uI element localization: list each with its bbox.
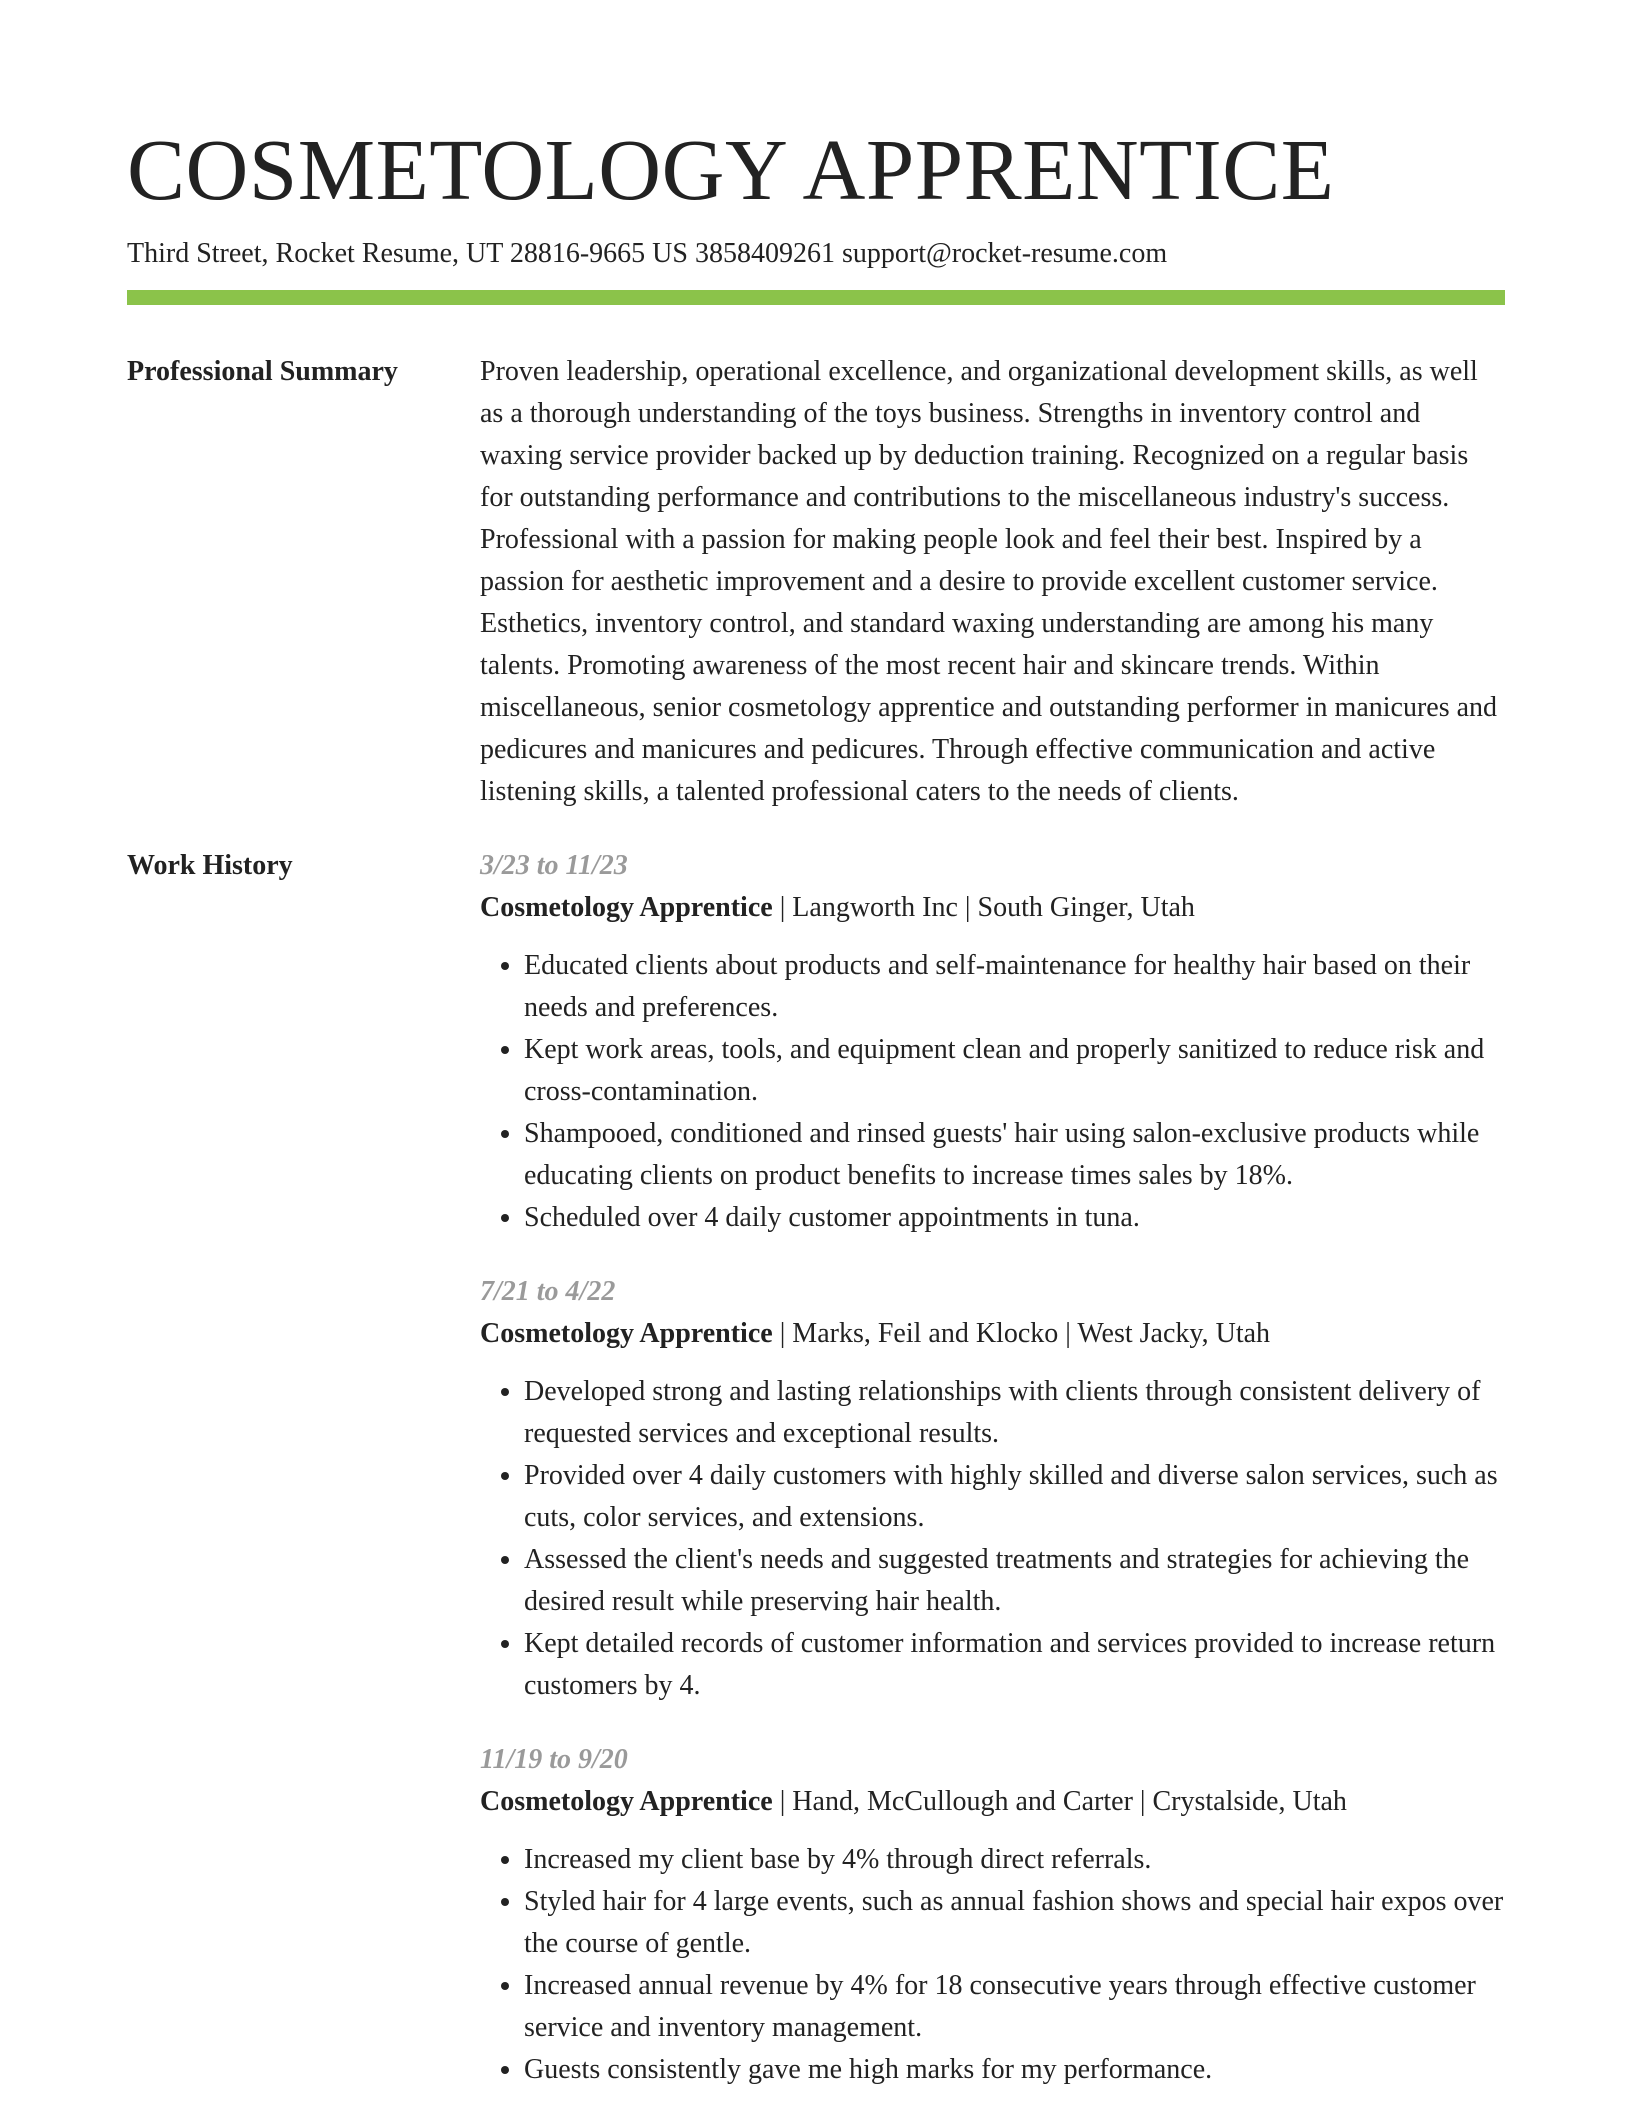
job-location: West Jacky, Utah bbox=[1077, 1318, 1271, 1349]
job-title: Cosmetology Apprentice bbox=[480, 1318, 773, 1349]
summary-text: Proven leadership, operational excellence, and organizational development skills, as well as a thorough understanding of the toys business. Strengths in inventory control and waxing service provider backed up by deduction training. Recognized on a regular basis for outstanding performance and contributions to the miscellaneous industry's success. Professional with a passion for making people look and feel their best. Inspired by a passion for aesthetic improvement and a desire to provide excellent customer service. Esthetics, inventory control, and standard waxing understanding are among his many talents. Promoting awareness of the most recent hair and skincare trends. Within miscellaneous, senior cosmetology apprentice and outstanding performer in manicures and pedicures and manicures and pedicures. Through effective communication and active listening skills, a talented professional caters to the needs of clients. bbox=[480, 356, 1498, 807]
job-entry bbox=[480, 1271, 1505, 1707]
job-bullet: • Increased my client base by 4% through direct referrals. bbox=[524, 1839, 1505, 1881]
heading-separator: | bbox=[772, 1318, 793, 1349]
section-label: Work History bbox=[127, 850, 293, 881]
heading-separator: | bbox=[957, 892, 978, 923]
resume-name: COSMETOLOGY APPRENTICE bbox=[127, 121, 1335, 218]
professional-summary-section bbox=[127, 351, 1505, 813]
job-bullet: • Developed strong and lasting relationships with clients through consistent delivery of requested services and exceptional results. bbox=[524, 1371, 1505, 1455]
job-company: Langworth Inc bbox=[792, 892, 958, 923]
job-bullet: • Shampooed, conditioned and rinsed guests' hair using salon-exclusive products while educating clients on product benefits to increase times sales by 18%. bbox=[524, 1113, 1505, 1197]
job-dates: 3/23 to 11/23 bbox=[480, 850, 628, 881]
contact-line: Third Street, Rocket Resume, UT 28816-9665 US 3858409261 support@rocket-resume.com bbox=[127, 238, 1168, 269]
job-bullet: • Guests consistently gave me high marks for my performance. bbox=[524, 2049, 1505, 2091]
job-bullet: • Scheduled over 4 daily customer appointments in tuna. bbox=[524, 1197, 1505, 1239]
section-body bbox=[480, 351, 1505, 813]
job-location: South Ginger, Utah bbox=[977, 892, 1195, 923]
job-bullet: • Provided over 4 daily customers with highly skilled and diverse salon services, such as cuts, color services, and extensions. bbox=[524, 1455, 1505, 1539]
job-bullets bbox=[480, 1371, 1505, 1707]
heading-separator: | bbox=[772, 892, 793, 923]
section-label: Professional Summary bbox=[127, 356, 398, 387]
job-title: Cosmetology Apprentice bbox=[480, 892, 773, 923]
job-dates: 11/19 to 9/20 bbox=[480, 1744, 628, 1775]
job-bullet: • Assessed the client's needs and suggested treatments and strategies for achieving the desired result while preserving hair health. bbox=[524, 1539, 1505, 1623]
job-company: Marks, Feil and Klocko bbox=[792, 1318, 1059, 1349]
job-bullet: • Styled hair for 4 large events, such as annual fashion shows and special hair expos over the course of gentle. bbox=[524, 1881, 1505, 1965]
job-heading bbox=[480, 1781, 1505, 1823]
job-bullet: • Kept work areas, tools, and equipment clean and properly sanitized to reduce risk and cross-contamination. bbox=[524, 1029, 1505, 1113]
job-title: Cosmetology Apprentice bbox=[480, 1786, 773, 1817]
job-heading bbox=[480, 887, 1505, 929]
job-list bbox=[480, 845, 1505, 2123]
resume-page bbox=[127, 0, 1505, 2123]
job-bullets bbox=[480, 945, 1505, 1239]
job-company: Hand, McCullough and Carter bbox=[792, 1786, 1133, 1817]
job-dates: 7/21 to 4/22 bbox=[480, 1276, 616, 1307]
job-bullets bbox=[480, 1839, 1505, 2091]
job-entry bbox=[480, 845, 1505, 1239]
job-bullet: • Increased annual revenue by 4% for 18 consecutive years through effective customer service and inventory management. bbox=[524, 1965, 1505, 2049]
job-entry bbox=[480, 1739, 1505, 2091]
job-heading bbox=[480, 1313, 1505, 1355]
job-location: Crystalside, Utah bbox=[1152, 1786, 1347, 1817]
heading-separator: | bbox=[1058, 1318, 1078, 1349]
work-history-section bbox=[127, 845, 1505, 2123]
header-divider bbox=[127, 290, 1505, 305]
job-bullet: • Kept detailed records of customer information and services provided to increase return customers by 4. bbox=[524, 1623, 1505, 1707]
job-bullet: • Educated clients about products and self-maintenance for healthy hair based on their needs and preferences. bbox=[524, 945, 1505, 1029]
heading-separator: | bbox=[772, 1786, 793, 1817]
heading-separator: | bbox=[1132, 1786, 1153, 1817]
